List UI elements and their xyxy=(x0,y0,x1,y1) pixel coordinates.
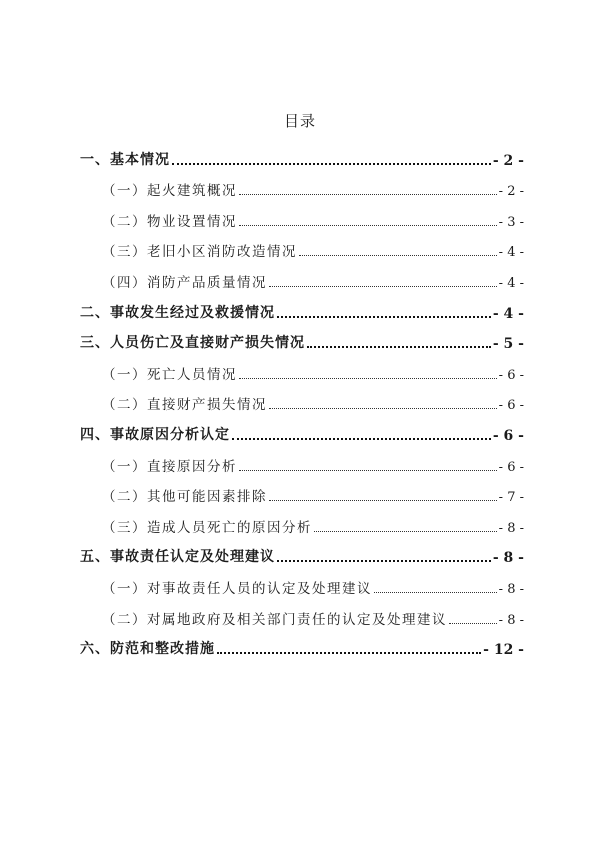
toc-entry-text: （二）直接财产损失情况 xyxy=(102,397,267,414)
toc-entry-text: 三、人员伤亡及直接财产损失情况 xyxy=(80,335,305,352)
toc-page-number: - 3 - xyxy=(498,214,524,230)
toc-page-number: - 4 - xyxy=(492,305,524,322)
toc-entry-text: （一）起火建筑概况 xyxy=(102,183,237,200)
toc-dot-leader xyxy=(239,194,497,195)
toc-page-number: - 2 - xyxy=(498,184,524,200)
toc-dot-leader xyxy=(269,408,497,409)
toc-page-number: - 8 - xyxy=(492,550,524,567)
toc-dot-leader xyxy=(307,346,491,348)
toc-title: 目录 xyxy=(283,112,316,130)
toc-entry[interactable] xyxy=(80,632,524,663)
toc-page-number: - 6 - xyxy=(498,367,524,383)
toc-entry-text: （二）其他可能因素排除 xyxy=(102,489,267,506)
toc-entry[interactable] xyxy=(80,295,524,326)
toc-page-number: - 8 - xyxy=(498,612,524,628)
toc-page-number: - 5 - xyxy=(492,336,524,353)
toc-dot-leader xyxy=(449,623,497,624)
toc-entry[interactable] xyxy=(80,479,524,510)
toc-page-number: - 8 - xyxy=(498,520,524,536)
toc-page-number: - 12 - xyxy=(483,642,524,659)
toc-entry[interactable] xyxy=(80,540,524,571)
toc-entry[interactable] xyxy=(80,264,524,295)
toc-entry-text: （二）物业设置情况 xyxy=(102,213,237,230)
toc-dot-leader xyxy=(239,225,497,226)
toc-dot-leader xyxy=(269,286,497,287)
toc-page-number: - 6 - xyxy=(498,459,524,475)
toc-dot-leader xyxy=(172,163,491,165)
toc-entry-text: （二）对属地政府及相关部门责任的认定及处理建议 xyxy=(102,611,447,628)
toc-page-number: - 6 - xyxy=(498,398,524,414)
toc-entry[interactable] xyxy=(80,509,524,540)
toc-entry[interactable] xyxy=(80,142,524,173)
toc-entry-text: 五、事故责任认定及处理建议 xyxy=(80,549,275,566)
toc-page-number: - 4 - xyxy=(498,245,524,261)
toc-entry[interactable] xyxy=(80,173,524,204)
toc-page-number: - 8 - xyxy=(498,581,524,597)
toc-entry[interactable] xyxy=(80,356,524,387)
toc-dot-leader xyxy=(299,255,497,256)
toc-entry[interactable] xyxy=(80,448,524,479)
toc-entry-text: 二、事故发生经过及救援情况 xyxy=(80,304,275,321)
toc-entry-text: （一）对事故责任人员的认定及处理建议 xyxy=(102,580,372,597)
toc-page-number: - 4 - xyxy=(498,275,524,291)
toc-page-number: - 7 - xyxy=(498,490,524,506)
toc-entry-text: 四、事故原因分析认定 xyxy=(80,426,230,443)
toc-dot-leader xyxy=(239,470,497,471)
toc-dot-leader xyxy=(217,652,481,654)
toc-dot-leader xyxy=(269,500,497,501)
toc-page-number: - 2 - xyxy=(492,152,524,169)
toc-entry[interactable] xyxy=(80,417,524,448)
toc-dot-leader xyxy=(374,592,497,593)
toc-entry[interactable] xyxy=(80,326,524,357)
toc-entry-text: （三）老旧小区消防改造情况 xyxy=(102,244,297,261)
toc-entry[interactable] xyxy=(80,234,524,265)
toc-dot-leader xyxy=(239,378,497,379)
toc-dot-leader xyxy=(232,438,491,440)
toc-list xyxy=(80,142,524,662)
toc-entry-text: （四）消防产品质量情况 xyxy=(102,274,267,291)
toc-entry[interactable] xyxy=(80,601,524,632)
toc-entry-text: 一、基本情况 xyxy=(80,151,170,168)
toc-entry-text: （一）死亡人员情况 xyxy=(102,366,237,383)
toc-entry-text: （一）直接原因分析 xyxy=(102,458,237,475)
toc-entry-text: （三）造成人员死亡的原因分析 xyxy=(102,519,312,536)
toc-dot-leader xyxy=(277,316,491,318)
toc-entry[interactable] xyxy=(80,203,524,234)
toc-entry[interactable] xyxy=(80,570,524,601)
toc-entry-text: 六、防范和整改措施 xyxy=(80,641,215,658)
toc-page-number: - 6 - xyxy=(492,427,524,444)
toc-dot-leader xyxy=(277,560,491,562)
toc-dot-leader xyxy=(314,531,497,532)
toc-entry[interactable] xyxy=(80,387,524,418)
